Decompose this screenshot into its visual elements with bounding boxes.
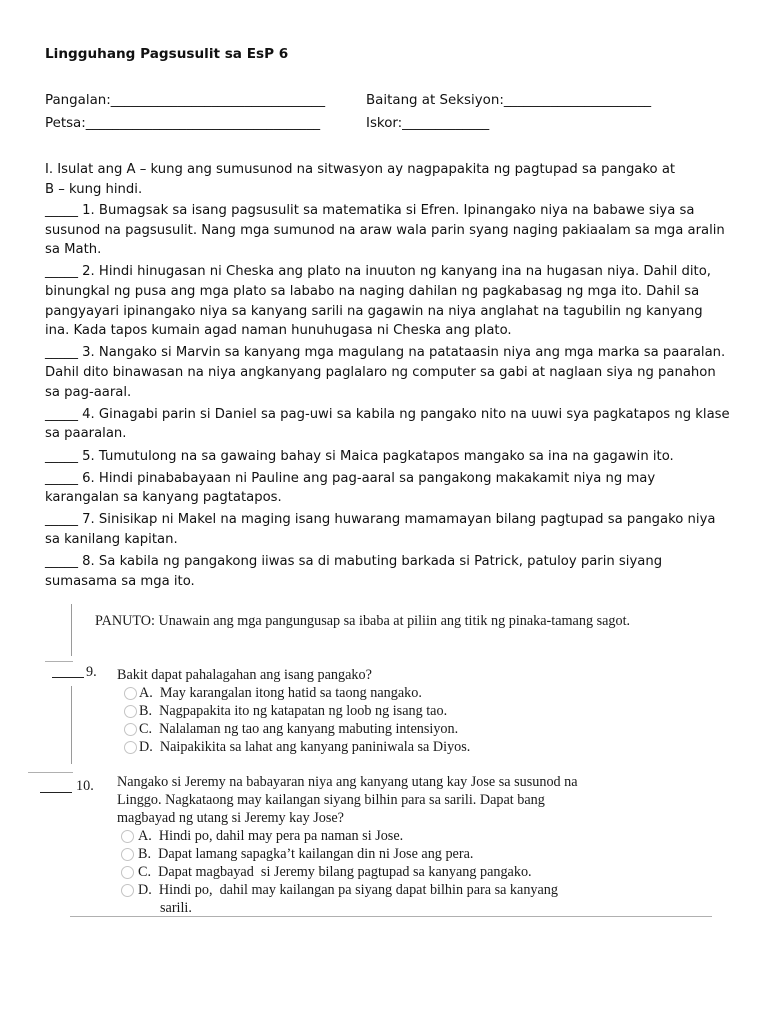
name-field: Pangalan:________________________________: [45, 93, 326, 108]
answer-blank: [52, 677, 84, 678]
scanned-question-section: [0, 600, 768, 930]
part1-instruction: [45, 160, 725, 199]
score-field: Iskor:_____________: [366, 116, 490, 131]
option-label: C. Nalalaman ng tao ang kanyang mabuting intensiyon.: [139, 721, 459, 737]
part1-items: [45, 201, 730, 594]
option-label: A. May karangalan itong hatid sa taong nangako.: [139, 685, 422, 701]
answer-blank: [40, 792, 72, 793]
option-label: A. Hindi po, dahil may pera pa naman si Jose.: [138, 828, 404, 844]
page-title: Lingguhang Pagsusulit sa EsP 6: [45, 46, 289, 62]
divider: [45, 661, 73, 662]
question-text: Nangako si Jeremy na babayaran niya ang kanyang utang kay Jose sa susunod na: [117, 774, 578, 790]
list-item: _____ 7. Sinisikap ni Makel na maging isang huwarang mamamayan bilang pagtupad sa pangako niya sa kanilang kapitan.: [45, 512, 716, 548]
part2-instruction: PANUTO: Unawain ang mga pangungusap sa ibaba at piliin ang titik ng pinaka-tamang sagot.: [95, 613, 631, 629]
question-text: magbayad ng utang si Jeremy kay Jose?: [117, 810, 344, 826]
radio-button[interactable]: [124, 741, 137, 754]
grade-section-field: Baitang at Seksiyon:______________________: [366, 93, 652, 108]
radio-button[interactable]: [121, 848, 134, 861]
list-item: _____ 8. Sa kabila ng pangakong iiwas sa di mabuting barkada si Patrick, patuloy parin siyang sumasama sa mga ito.: [45, 554, 663, 589]
list-item: _____ 5. Tumutulong na sa gawaing bahay si Maica pagkatapos mangako sa ina na gagawin ito.: [45, 448, 674, 464]
option-label: B. Nagpapakita ito ng katapatan ng loob ng isang tao.: [139, 703, 448, 719]
radio-button[interactable]: [121, 884, 134, 897]
question-number: 9.: [86, 664, 97, 680]
instruction-line: B – kung hindi.: [45, 181, 143, 197]
list-item: _____ 3. Nangako si Marvin sa kanyang mga magulang na patataasin niya ang mga marka sa paaralan. Dahil dito binawasan na niya angkanyang paglalaro ng computer sa gabi at naglaan siya ng panahon sa pag-aaral.: [45, 345, 726, 400]
question-text: Bakit dapat pahalagahan ang isang pangako?: [117, 667, 372, 683]
option-label: C. Dapat magbayad si Jeremy bilang pagtupad sa kanyang pangako.: [138, 864, 532, 880]
option-label: D. Naipakikita sa lahat ang kanyang paniniwala sa Diyos.: [139, 739, 471, 755]
divider: [28, 772, 73, 773]
radio-button[interactable]: [121, 830, 134, 843]
option-label: D. Hindi po, dahil may kailangan pa siyang dapat bilhin para sa kanyang: [138, 882, 558, 898]
option-label-continuation: sarili.: [160, 900, 192, 916]
radio-button[interactable]: [124, 705, 137, 718]
list-item: _____ 4. Ginagabi parin si Daniel sa pag-uwi sa kabila ng pangako nito na uuwi sya pagkatapos ng klase sa paaralan.: [45, 406, 730, 442]
divider: [71, 604, 72, 656]
option-label: B. Dapat lamang sapagka’t kailangan din ni Jose ang pera.: [138, 846, 474, 862]
radio-button[interactable]: [121, 866, 134, 879]
divider: [71, 686, 72, 764]
radio-button[interactable]: [124, 723, 137, 736]
list-item: _____ 2. Hindi hinugasan ni Cheska ang plato na inuuton ng kanyang ina na hugasan niya. Dahil dito, binungkal ng pusa ang mga plato sa lababo na naging dahilan ng pagkabasag ng mga ito. Dahil sa pangyayari ipinangako niya sa kanyang sarili na gagawin na niya anglahat na tagubilin ng kanyang ina. Kada tapos kumain agad naman hunuhugasa ni Cheska ang plato.: [45, 264, 711, 339]
instruction-line: I. Isulat ang A – kung ang sumusunod na sitwasyon ay nagpapakita ng pagtupad sa pangako at: [45, 162, 676, 177]
radio-button[interactable]: [124, 687, 137, 700]
list-item: _____ 6. Hindi pinababayaan ni Pauline ang pag-aaral sa pangakong makakamit niya ng may karangalan sa kanyang pagtatapos.: [45, 470, 656, 506]
question-number: 10.: [76, 778, 94, 794]
date-field: Petsa:___________________________________: [45, 116, 321, 131]
list-item: _____ 1. Bumagsak sa isang pagsusulit sa matematika si Efren. Ipinangako niya na babawe siya sa susunod na pagsusulit. Nang mga sumunod na araw wala parin syang naging pakiaalam sa mga aralin sa Math.: [45, 203, 725, 258]
question-text: Linggo. Nagkataong may kailangan siyang bilhin para sa sarili. Dapat bang: [117, 792, 545, 808]
